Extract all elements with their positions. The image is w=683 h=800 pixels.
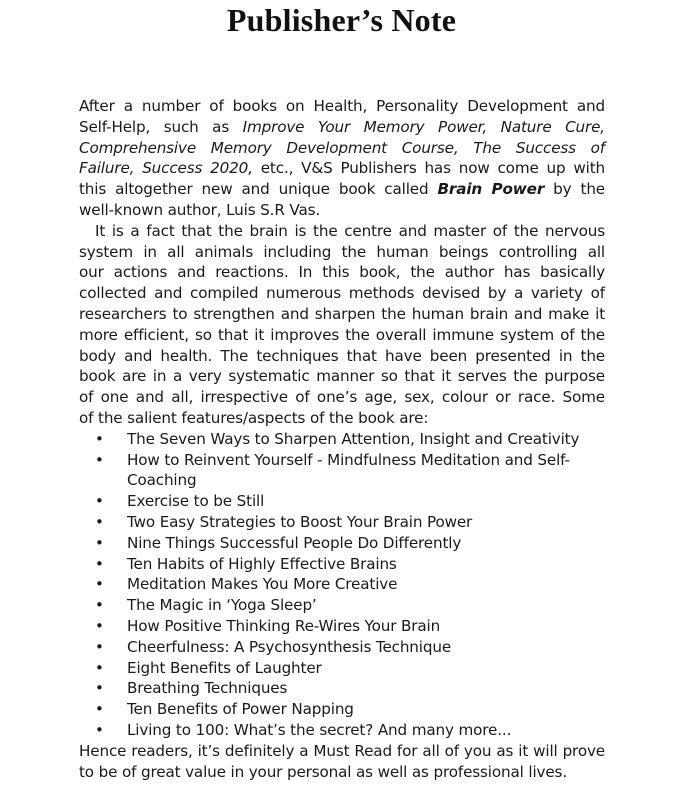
list-item [79,720,605,741]
list-item [79,533,605,554]
list-item [79,574,605,595]
intro-line [79,117,605,138]
list-item [79,616,605,637]
description-line: book are in a very systematic manner so that it serves the purpose [79,367,605,386]
list-item [79,429,605,450]
page-title: Publisher’s Note [226,2,457,38]
intro-line [79,96,605,117]
bullet-icon: • [95,554,104,573]
list-item [79,637,605,658]
description-line: researchers to strengthen and sharpen the human brain and make it [79,304,605,323]
list-item [79,658,605,679]
bullet-icon: • [95,658,104,677]
list-item [79,450,605,492]
intro-line [79,200,605,221]
list-item-text: Two Easy Strategies to Boost Your Brain Power [127,512,473,531]
list-item [79,678,605,699]
list-item-text: How Positive Thinking Re-Wires Your Brain [127,616,441,635]
list-item-text: Exercise to be Still [127,492,265,511]
bullet-icon: • [95,720,104,739]
bullet-icon: • [95,533,104,552]
body-text [79,96,605,782]
intro-text: etc., V&S Publishers has now come up with [252,159,605,178]
list-item [79,699,605,720]
bullet-icon: • [95,596,104,615]
list-item-text: Eight Benefits of Laughter [127,658,322,677]
features-list [79,429,605,741]
bullet-icon: • [95,492,104,511]
description-line: system in all animals including the human beings controlling all [79,242,605,261]
closing-paragraph: Hence readers, it’s definitely a Must Read for all of you as it will prove to be of great value in your personal as well as professional lives. [79,741,605,781]
book-title-bold: Brain Power [437,180,545,199]
list-item-text: The Magic in ‘Yoga Sleep’ [127,596,317,615]
description-line: collected and compiled numerous methods devised by a variety of [79,284,605,303]
list-item-text: Ten Habits of Highly Effective Brains [127,554,397,573]
list-item-text: The Seven Ways to Sharpen Attention, Insight and Creativity [127,429,580,448]
intro-text: well-known author, Luis S.R Vas. [79,200,321,219]
intro-text: this altogether new and unique book called [79,180,438,199]
list-item [79,595,605,616]
intro-text: After a number of books on Health, Personality Development and [79,97,605,115]
description-line: body and health. The techniques that have been presented in the [79,346,605,365]
book-titles-italic: Improve Your Memory Power, Nature Cure, [242,117,605,136]
list-item-text: Meditation Makes You More Creative [127,575,398,594]
intro-line [79,158,605,179]
description-line: more efficient, so that it improves the overall immune system of the [79,325,605,344]
bullet-icon: • [95,512,104,531]
bullet-icon: • [95,450,104,469]
list-item [79,512,605,533]
intro-text: Self-Help, such as [79,117,243,136]
description-line: our actions and reactions. In this book, the author has basically [79,263,605,282]
list-item [79,554,605,575]
description-line: of one and all, irrespective of one’s age, sex, colour or race. Some [79,388,605,407]
list-item-text: Living to 100: What’s the secret? And many more... [127,720,512,739]
list-item [79,491,605,512]
book-titles-italic: Comprehensive Memory Development Course, The Success of [79,138,605,157]
bullet-icon: • [95,700,104,719]
list-item-text: How to Reinvent Yourself - Mindfulness Meditation and Self-Coaching [127,450,570,490]
bullet-icon: • [95,616,104,635]
intro-line [79,138,605,159]
list-item-text: Nine Things Successful People Do Differently [127,533,462,552]
list-item-text: Cheerfulness: A Psychosynthesis Technique [127,637,452,656]
book-titles-italic: Failure, Success 2020, [79,159,253,178]
list-item-text: Breathing Techniques [127,679,288,698]
description-line: of the salient features/aspects of the book are: [79,408,429,427]
bullet-icon: • [95,575,104,594]
intro-paragraph [79,96,605,221]
description-paragraph [79,221,605,429]
intro-text: by the [544,180,605,199]
bullet-icon: • [95,679,104,698]
bullet-icon: • [95,637,104,656]
bullet-icon: • [95,429,104,448]
description-line: It is a fact that the brain is the centre and master of the nervous [95,221,605,240]
intro-line [79,179,605,200]
list-item-text: Ten Benefits of Power Napping [127,700,354,719]
